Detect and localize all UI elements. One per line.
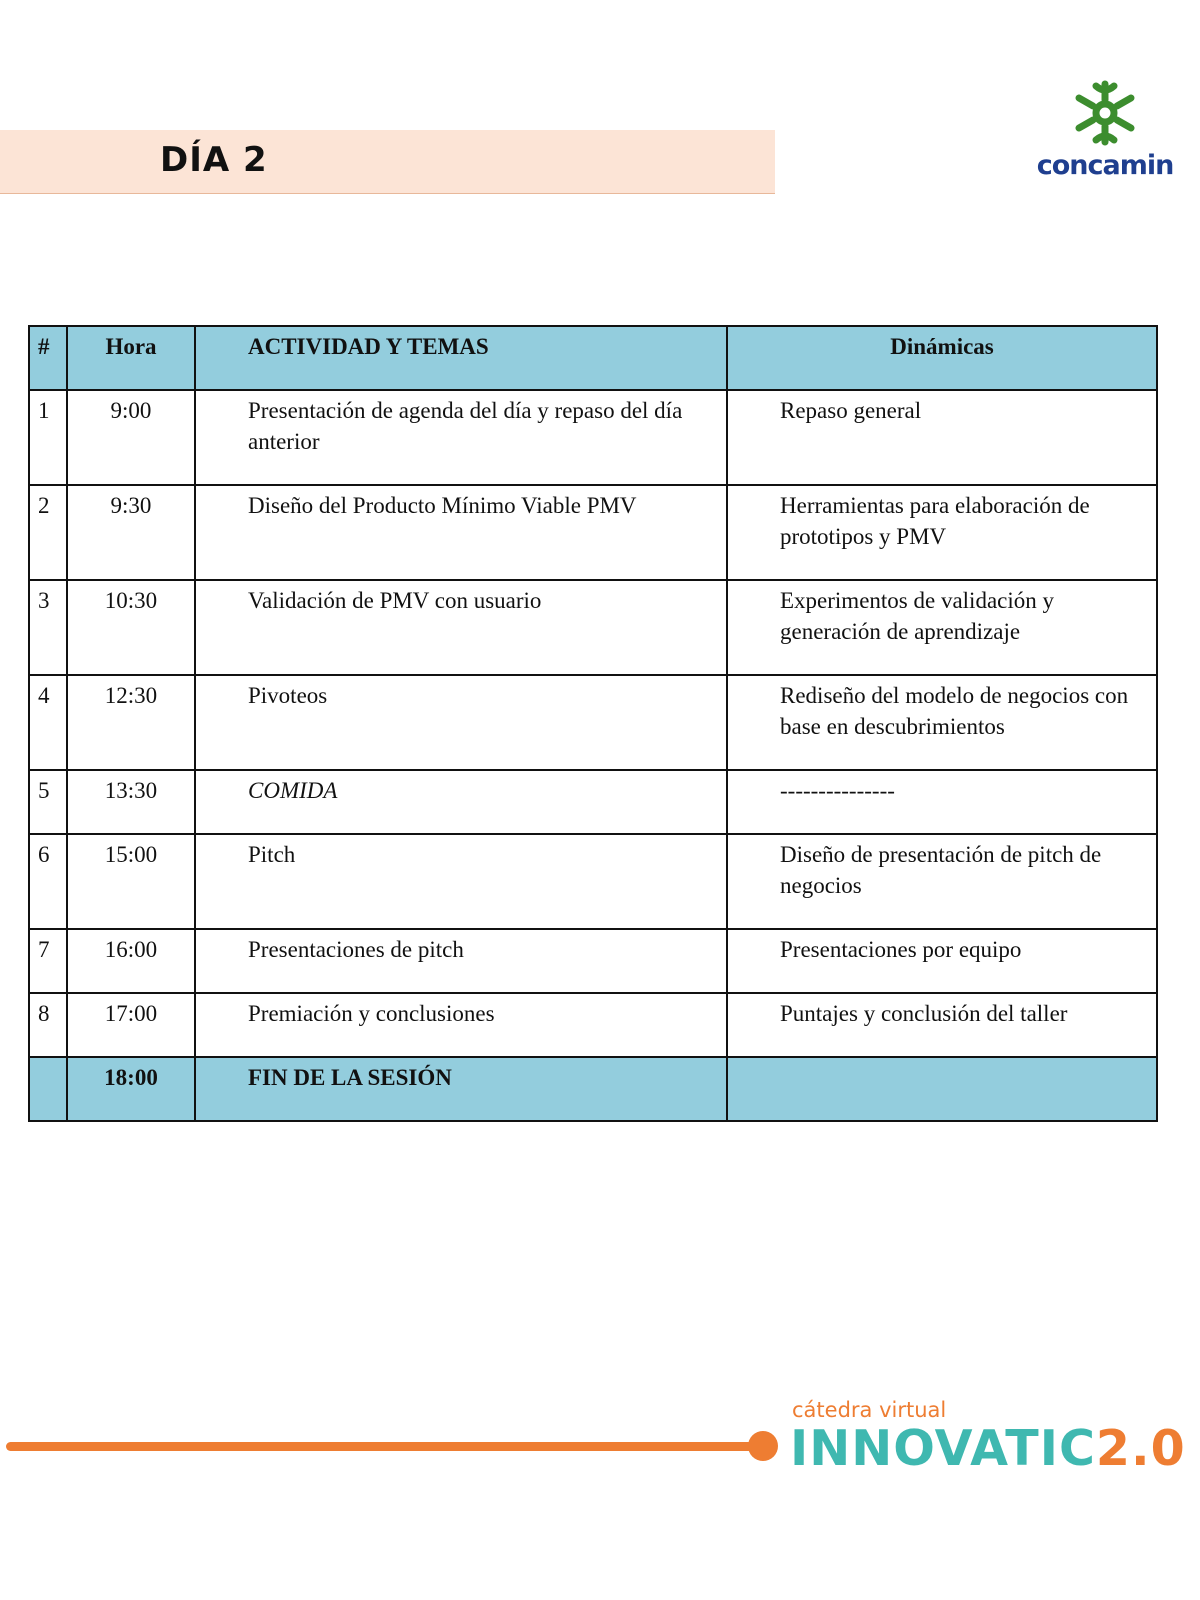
table-row — [29, 675, 1157, 770]
row-hora: 12:30 — [67, 675, 195, 770]
row-num: 6 — [29, 834, 67, 929]
row-dinamicas: --------------- — [727, 770, 1157, 834]
row-dinamicas: Rediseño del modelo de negocios con base en descubrimientos — [727, 675, 1157, 770]
row-hora: 16:00 — [67, 929, 195, 993]
day-title: DÍA 2 — [160, 140, 268, 180]
row-hora: 10:30 — [67, 580, 195, 675]
header-num: # — [29, 326, 67, 390]
row-dinamicas: Herramientas para elaboración de prototipos y PMV — [727, 485, 1157, 580]
end-hora: 18:00 — [67, 1057, 195, 1121]
row-actividad: Premiación y conclusiones — [195, 993, 727, 1057]
end-actividad: FIN DE LA SESIÓN — [195, 1057, 727, 1121]
row-actividad: Presentaciones de pitch — [195, 929, 727, 993]
table-row — [29, 580, 1157, 675]
concamin-logo — [1030, 80, 1180, 184]
concamin-star-icon — [1070, 80, 1140, 146]
row-actividad: COMIDA — [195, 770, 727, 834]
row-hora: 17:00 — [67, 993, 195, 1057]
row-actividad: Validación de PMV con usuario — [195, 580, 727, 675]
end-dinamicas — [727, 1057, 1157, 1121]
row-num: 5 — [29, 770, 67, 834]
table-header-row — [29, 326, 1157, 390]
row-dinamicas: Experimentos de validación y generación de aprendizaje — [727, 580, 1157, 675]
concamin-wordmark: concamin — [1036, 150, 1174, 181]
header-actividad: ACTIVIDAD Y TEMAS — [195, 326, 727, 390]
row-dinamicas: Repaso general — [727, 390, 1157, 485]
row-dinamicas: Presentaciones por equipo — [727, 929, 1157, 993]
day-banner — [0, 130, 775, 194]
footer-accent-dot — [748, 1431, 778, 1461]
brand-subtitle: cátedra virtual — [792, 1398, 947, 1422]
row-dinamicas: Puntajes y conclusión del taller — [727, 993, 1157, 1057]
row-num: 1 — [29, 390, 67, 485]
row-actividad: Pitch — [195, 834, 727, 929]
row-dinamicas: Diseño de presentación de pitch de negocios — [727, 834, 1157, 929]
row-actividad: Pivoteos — [195, 675, 727, 770]
row-num: 3 — [29, 580, 67, 675]
header-hora: Hora — [67, 326, 195, 390]
row-hora: 13:30 — [67, 770, 195, 834]
table-row — [29, 390, 1157, 485]
table-end-row — [29, 1057, 1157, 1121]
agenda-table — [28, 325, 1158, 1122]
row-hora: 15:00 — [67, 834, 195, 929]
row-num: 4 — [29, 675, 67, 770]
brand-version: 2.0 — [1095, 1420, 1186, 1477]
table-row — [29, 834, 1157, 929]
table-row — [29, 770, 1157, 834]
row-num: 8 — [29, 993, 67, 1057]
row-hora: 9:30 — [67, 485, 195, 580]
row-hora: 9:00 — [67, 390, 195, 485]
end-num — [29, 1057, 67, 1121]
table-row — [29, 929, 1157, 993]
row-num: 7 — [29, 929, 67, 993]
footer-accent-line — [6, 1442, 758, 1451]
row-actividad: Diseño del Producto Mínimo Viable PMV — [195, 485, 727, 580]
innovatic-logo — [790, 1420, 1186, 1477]
row-actividad: Presentación de agenda del día y repaso del día anterior — [195, 390, 727, 485]
table-row — [29, 485, 1157, 580]
row-num: 2 — [29, 485, 67, 580]
brand-main: INNOVATIC — [790, 1420, 1096, 1477]
header-dinamicas: Dinámicas — [727, 326, 1157, 390]
table-row — [29, 993, 1157, 1057]
